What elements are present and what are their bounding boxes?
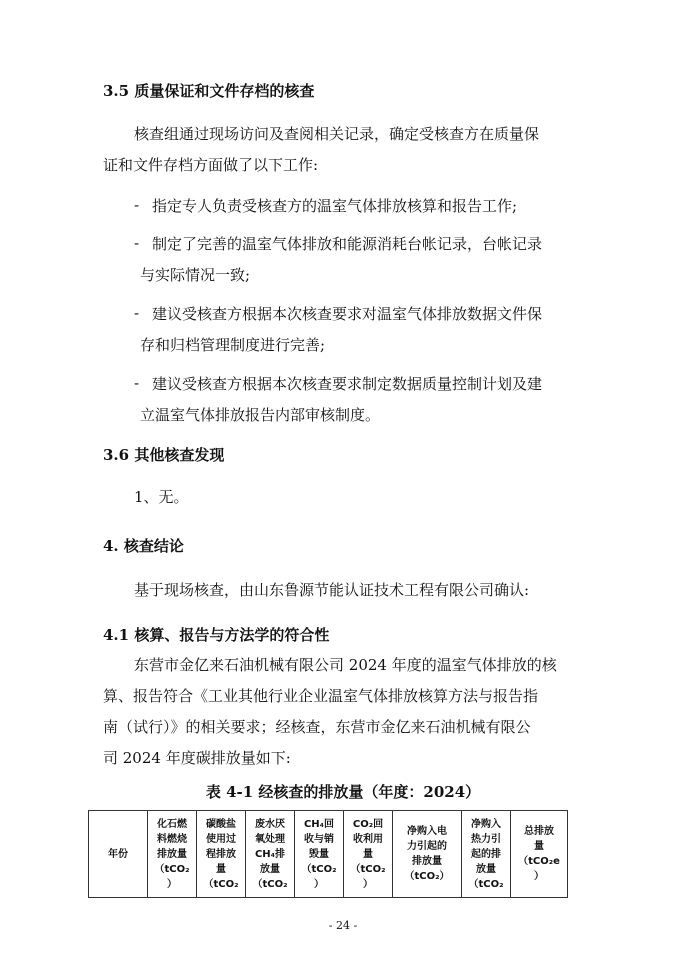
bullet-line-cont: 存和归档管理制度进行完善; — [140, 336, 326, 354]
s41-line-3: 南（试行）》的相关要求；经核查，东营市金亿来石油机械有限公 — [103, 718, 531, 736]
section-4-heading: 4. 核查结论 — [103, 537, 184, 555]
s4-text: 基于现场核查，由山东鲁源节能认证技术工程有限公司确认: — [134, 581, 530, 599]
header-cell-fossil-fuel: 化石燃 料燃烧 排放量 （tCO₂ ） — [148, 811, 197, 898]
dash-marker: - — [134, 374, 140, 392]
bullet-line-cont: 立温室气体排放报告内部审核制度。 — [140, 406, 381, 424]
s35-intro-line-1: 核查组通过现场访问及查阅相关记录，确定受核查方在质量保 — [134, 125, 540, 143]
table-header-row — [89, 811, 568, 898]
header-cell-ch4-recovery: CH₄回 收与销 毁量 （tCO₂ ） — [295, 811, 344, 898]
header-cell-wastewater-ch4: 废水厌 氧处理 CH₄排 放量 （tCO₂ — [246, 811, 295, 898]
s41-line-2: 算、报告符合《工业其他行业企业温室气体排放核算方法与报告指 — [103, 687, 539, 705]
section-3-5-heading: 3.5 质量保证和文件存档的核查 — [103, 82, 315, 100]
s35-intro-line-2: 证和文件存档方面做了以下工作: — [103, 156, 319, 174]
table-caption: 表 4-1 经核查的排放量（年度：2024） — [205, 783, 481, 801]
header-cell-purchased-electricity: 净购入电 力引起的 排放量 （tCO₂） — [393, 811, 462, 898]
dash-marker: - — [134, 196, 140, 214]
header-cell-co2-recovery: CO₂回 收利用 量 （tCO₂ ） — [344, 811, 393, 898]
header-cell-year: 年份 — [89, 811, 148, 898]
section-3-6-heading: 3.6 其他核查发现 — [103, 446, 225, 464]
bullet-line: 制定了完善的温室气体排放和能源消耗台帐记录，台帐记录 — [152, 235, 543, 253]
s41-line-4: 司 2024 年度碳排放量如下: — [103, 749, 291, 767]
s41-line-1: 东营市金亿来石油机械有限公司 2024 年度的温室气体排放的核 — [134, 656, 557, 674]
bullet-line: 指定专人负责受核查方的温室气体排放核算和报告工作; — [152, 197, 518, 215]
bullet-line: 建议受核查方根据本次核查要求制定数据质量控制计划及建 — [152, 375, 543, 393]
header-cell-purchased-heat: 净购入 热力引 起的排 放量 （tCO₂ — [462, 811, 511, 898]
bullet-line-cont: 与实际情况一致; — [140, 266, 251, 284]
header-cell-total: 总排放 量 （tCO₂e ） — [511, 811, 568, 898]
dash-marker: - — [134, 304, 140, 322]
section-4-1-heading: 4.1 核算、报告与方法学的符合性 — [103, 626, 330, 644]
header-cell-carbonate: 碳酸盐 使用过 程排放 量 （tCO₂ — [197, 811, 246, 898]
bullet-line: 建议受核查方根据本次核查要求对温室气体排放数据文件保 — [152, 305, 543, 323]
page-number: - 24 - — [328, 919, 358, 932]
dash-marker: - — [134, 234, 140, 252]
s36-item: 1、无。 — [134, 488, 189, 506]
emissions-table — [88, 810, 568, 898]
